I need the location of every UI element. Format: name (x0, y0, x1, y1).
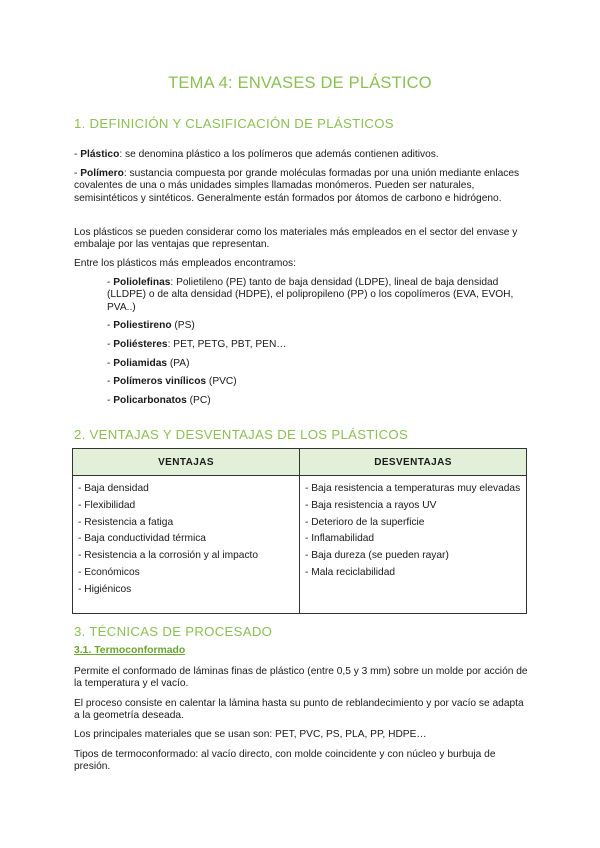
list-desc: (PC) (186, 395, 211, 406)
col-desventajas: DESVENTAJAS (300, 449, 527, 476)
polimero-term: Polímero (80, 168, 124, 179)
polimero-definition: - Polímero: sustancia compuesta por grande moléculas formadas por una unión mediante enlaces covalentes de una o más unidades simples llamadas monómeros. Pueden ser naturales, semisintéticos y sintéticos. Generalmente están formados por átomos de carbono e hidrógeno. (74, 168, 520, 204)
plastico-def: : se denomina plástico a los polímeros que además contienen aditivos. (119, 149, 439, 160)
list-item: - Baja resistencia a rayos UV (305, 499, 437, 511)
list-item: - Inflamabilidad (305, 533, 375, 545)
list-item: - Baja densidad (78, 483, 149, 494)
paragraph-list-intro: Entre los plásticos más empleados encontramos: (74, 258, 296, 269)
termo-paragraph-2: El proceso consiste en calentar la lámina hasta su punto de reblandecimiento y por vacío se adapta a la geometría deseada. (74, 698, 524, 722)
plastico-definition: - Plástico: se denomina plástico a los polímeros que además contienen aditivos. (74, 149, 439, 160)
list-item-poliestireno: - Poliestireno (PS) (107, 320, 195, 331)
ventajas-cell (73, 476, 300, 614)
list-desc: (PVC) (206, 376, 237, 387)
list-desc: (PS) (171, 320, 195, 331)
list-term: Poliésteres (113, 339, 168, 350)
ventajas-table (72, 448, 527, 614)
list-term: Poliamidas (113, 358, 168, 369)
list-item: - Flexibilidad (78, 499, 136, 511)
list-term: Polímeros vinílicos (113, 376, 207, 387)
list-item: - Baja resistencia a temperaturas muy elevadas (305, 483, 521, 494)
list-term: Poliolefinas (113, 277, 171, 288)
list-item-poliesteres: - Poliésteres: PET, PETG, PBT, PEN… (107, 339, 287, 350)
list-term: Policarbonatos (113, 395, 187, 406)
plastico-term: Plástico (80, 149, 120, 160)
list-item-poliamidas: - Poliamidas (PA) (107, 358, 190, 369)
subsection-heading (74, 645, 185, 656)
section2-heading: 2. VENTAJAS Y DESVENTAJAS DE LOS PLÁSTICOS (74, 427, 409, 442)
desventajas-cell (300, 476, 527, 614)
list-item: - Resistencia a fatiga (78, 516, 174, 528)
section1-heading: 1. DEFINICIÓN Y CLASIFICACIÓN DE PLÁSTICOS (74, 116, 394, 131)
list-item-policarbonatos: - Policarbonatos (PC) (107, 395, 211, 406)
list-item: - Resistencia a la corrosión y al impacto (78, 550, 259, 562)
paragraph-materials: Los plásticos se pueden considerar como los materiales más empleados en el sector del envase y embalaje por las ventajas que representan. (74, 227, 518, 251)
document-title: TEMA 4: ENVASES DE PLÁSTICO (168, 74, 432, 92)
subsection-number: 3.1. (74, 645, 92, 656)
termo-paragraph-1: Permite el conformado de láminas finas de plástico (entre 0,5 y 3 mm) sobre un molde por acción de la temperatura y el vacío. (74, 666, 528, 690)
list-item-vinilicos: - Polímeros vinílicos (PVC) (107, 376, 237, 387)
list-desc: (PA) (167, 358, 190, 369)
list-item-poliolefinas: - Poliolefinas: Polietileno (PE) tanto de baja densidad (LDPE), lineal de baja densidad (LLDPE) o de alta densidad (HDPE), el polipropileno (PP) o los copolímeros (EVA, EVOH, PVA..) (107, 277, 514, 313)
list-item: - Mala reciclabilidad (305, 566, 396, 578)
polimero-def: : sustancia compuesta por grande moléculas formadas por una unión mediante enlaces covalentes de una o más unidades simples llamadas monómeros. Pueden ser naturales, semisintéticos y sintéticos. Generalmente están formados por átomos de carbono e hidrógeno. (74, 168, 520, 204)
list-item: - Económicos (78, 566, 140, 578)
subsection-title: Termoconformado (94, 645, 186, 656)
col-ventajas: VENTAJAS (73, 449, 300, 476)
list-term: Poliestireno (113, 320, 172, 331)
list-item: - Baja conductividad térmica (78, 533, 206, 545)
list-desc: : PET, PETG, PBT, PEN… (167, 339, 287, 350)
list-item: - Deterioro de la superficie (305, 516, 425, 528)
section3-heading: 3. TÉCNICAS DE PROCESADO (74, 624, 273, 639)
termo-paragraph-3: Los principales materiales que se usan son: PET, PVC, PS, PLA, PP, HDPE… (74, 729, 427, 740)
table-header-row (73, 449, 527, 476)
list-item: - Higiénicos (78, 583, 132, 595)
list-desc: : Polietileno (PE) tanto de baja densidad (LDPE), lineal de baja densidad (LLDPE) o de alta densidad (HDPE), el polipropileno (PP) o los copolímeros (EVA, EVOH, PVA..) (107, 277, 514, 313)
table-row (73, 476, 527, 614)
termo-paragraph-4: Tipos de termoconformado: al vacío directo, con molde coincidente y con núcleo y burbuja de presión. (74, 749, 496, 773)
list-item: - Baja dureza (se pueden rayar) (305, 550, 449, 562)
